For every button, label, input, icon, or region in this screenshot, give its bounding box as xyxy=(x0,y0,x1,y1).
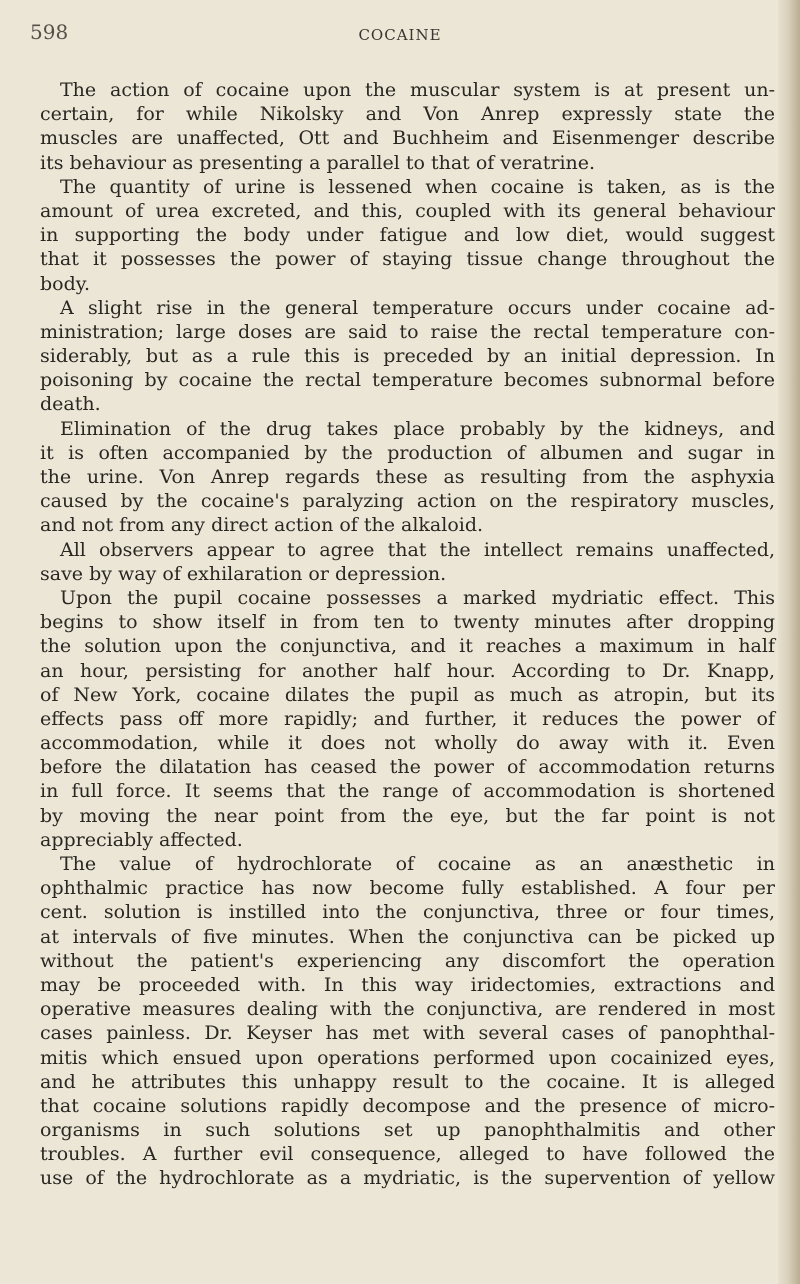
text-line: siderably, but as a rule this is preceded by an initial depression. In xyxy=(40,345,775,368)
text-line: that cocaine solutions rapidly decompose and the presence of micro- xyxy=(40,1094,775,1117)
text-line: use of the hydrochlorate as a mydriatic, is the supervention of yellow xyxy=(40,1167,775,1190)
text-line: before the dilatation has ceased the power of accommodation returns xyxy=(40,756,775,779)
text-line: accommodation, while it does not wholly do away with it. Even xyxy=(40,732,775,755)
text-line: poisoning by cocaine the rectal temperature becomes subnormal before xyxy=(40,369,775,392)
text-line: of New York, cocaine dilates the pupil as much as atropin, but its xyxy=(40,683,775,706)
page-number: 598 xyxy=(30,20,69,44)
text-line: in full force. It seems that the range of accommodation is shortened xyxy=(40,780,775,803)
text-line: and he attributes this unhappy result to the cocaine. It is alleged xyxy=(40,1070,775,1093)
text-line: caused by the cocaine's paralyzing action on the respiratory muscles, xyxy=(40,490,775,513)
text-line: certain, for while Nikolsky and Von Anrep expressly state the xyxy=(40,103,775,126)
text-line: the urine. Von Anrep regards these as resulting from the asphyxia xyxy=(40,466,775,488)
text-line: and not from any direct action of the alkaloid. xyxy=(40,514,484,537)
text-line: organisms in such solutions set up panophthalmitis and other xyxy=(40,1119,775,1142)
text-line: cases painless. Dr. Keyser has met with several cases of panophthal- xyxy=(40,1022,775,1045)
text-line: A slight rise in the general temperature occurs under cocaine ad- xyxy=(60,296,775,319)
text-line: muscles are unaffected, Ott and Buchheim and Eisenmenger describe xyxy=(40,127,775,150)
text-line: its behaviour as presenting a parallel to that of veratrine. xyxy=(40,151,596,174)
text-line: at intervals of five minutes. When the conjunctiva can be picked up xyxy=(40,925,775,948)
text-line: the solution upon the conjunctiva, and it reaches a maximum in half xyxy=(40,635,775,658)
text-line: effects pass off more rapidly; and further, it reduces the power of xyxy=(40,707,775,730)
text-line: appreciably affected. xyxy=(40,828,243,851)
text-line: The quantity of urine is lessened when cocaine is taken, as is the xyxy=(60,175,775,198)
text-line: may be proceeded with. In this way iridectomies, extractions and xyxy=(40,973,775,996)
text-line: that it possesses the power of staying tissue change throughout the xyxy=(40,248,775,271)
text-line: mitis which ensued upon operations performed upon cocainized eyes, xyxy=(40,1046,775,1069)
text-line: it is often accompanied by the production of albumen and sugar in xyxy=(40,441,775,464)
body-text xyxy=(40,78,775,1191)
text-line: an hour, persisting for another half hour. According to Dr. Knapp, xyxy=(40,659,775,682)
text-line: death. xyxy=(40,393,101,416)
text-line: ophthalmic practice has now become fully established. A four per xyxy=(40,877,775,900)
running-title: COCAINE xyxy=(358,26,442,44)
text-line: troubles. A further evil consequence, alleged to have followed the xyxy=(40,1143,775,1166)
page-edge xyxy=(778,0,800,1284)
text-line: save by way of exhilaration or depression. xyxy=(40,562,447,585)
text-line: The action of cocaine upon the muscular system is at present un- xyxy=(60,79,775,101)
text-line: amount of urea excreted, and this, coupled with its general behaviour xyxy=(40,199,775,222)
text-line: Upon the pupil cocaine possesses a marked mydriatic effect. This xyxy=(60,586,775,609)
text-line: without the patient's experiencing any discomfort the operation xyxy=(40,949,775,972)
text-line: The value of hydrochlorate of cocaine as an anæsthetic in xyxy=(60,853,775,875)
text-line: ministration; large doses are said to raise the rectal temperature con- xyxy=(40,320,775,343)
text-line: by moving the near point from the eye, but the far point is not xyxy=(40,804,775,827)
text-line: begins to show itself in from ten to twenty minutes after dropping xyxy=(40,611,775,634)
text-line: body. xyxy=(40,272,91,295)
text-line: Elimination of the drug takes place probably by the kidneys, and xyxy=(60,417,775,440)
text-line: cent. solution is instilled into the conjunctiva, three or four times, xyxy=(40,901,775,924)
text-line: in supporting the body under fatigue and low diet, would suggest xyxy=(40,224,775,247)
text-line: All observers appear to agree that the intellect remains unaffected, xyxy=(60,538,775,561)
text-line: operative measures dealing with the conjunctiva, are rendered in most xyxy=(40,998,775,1021)
